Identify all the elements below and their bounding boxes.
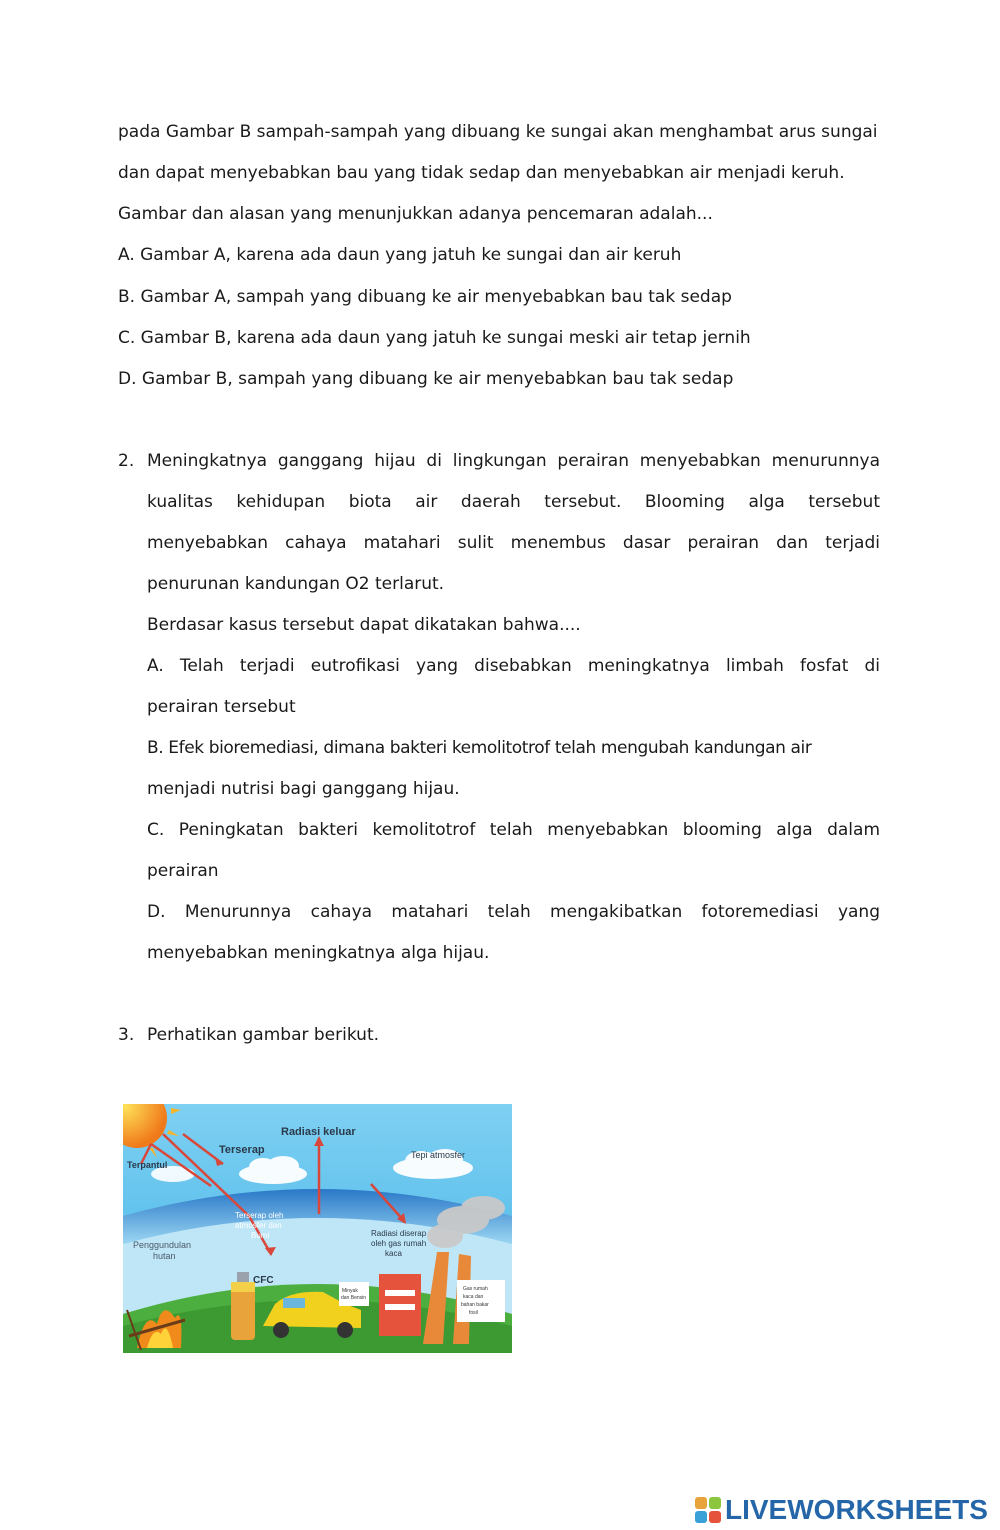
q2-stem-line-4: penurunan kandungan O2 terlarut. — [147, 574, 445, 594]
q2-number: 2. — [118, 451, 135, 471]
q1-option-c: C. Gambar B, karena ada daun yang jatuh ke sungai meski air tetap jernih — [118, 328, 751, 348]
q2-option-b-line-2: menjadi nutrisi bagi ganggang hijau. — [147, 779, 460, 799]
greenhouse-effect-figure — [123, 1104, 512, 1353]
q2-stem-line-3: menyebabkan cahaya matahari sulit menembus dasar perairan dan terjadi — [147, 533, 880, 553]
label-terserap: Terserap — [219, 1144, 265, 1156]
q1-stem-line-2: dan dapat menyebabkan bau yang tidak sedap dan menyebabkan air menjadi keruh. — [118, 163, 845, 183]
label-terserap-oleh-2: atmosfer dan — [235, 1221, 282, 1230]
liveworksheets-logo — [695, 1494, 988, 1526]
label-minyak-2: dan Bensin — [341, 1295, 367, 1301]
label-terpantul: Terpantul — [127, 1160, 168, 1170]
label-penggundulan-1: Penggundulan — [133, 1240, 192, 1250]
q3-prompt: Perhatikan gambar berikut. — [147, 1025, 380, 1045]
label-gas-1: Gas rumah — [463, 1286, 488, 1292]
q1-stem-line-3: Gambar dan alasan yang menunjukkan adanya pencemaran adalah... — [118, 204, 713, 224]
label-radiasi-diserap-2: oleh gas rumah — [371, 1239, 427, 1248]
q2-option-a-line-2: perairan tersebut — [147, 697, 296, 717]
label-minyak-1: Minyak — [342, 1288, 358, 1294]
label-terserap-oleh-1: Terserap oleh — [235, 1211, 284, 1220]
q2-option-a-line-1: A. Telah terjadi eutrofikasi yang disebabkan meningkatnya limbah fosfat di — [147, 656, 880, 676]
q1-stem-line-1: pada Gambar B sampah-sampah yang dibuang ke sungai akan menghambat arus sungai — [118, 122, 878, 142]
label-tepi-atmosfer: Tepi atmosfer — [411, 1150, 466, 1160]
q2-option-c-line-1: C. Peningkatan bakteri kemolitotrof telah menyebabkan blooming alga dalam — [147, 820, 880, 840]
q2-stem-line-1: Meningkatnya ganggang hijau di lingkungan perairan menyebabkan menurunnya — [147, 451, 880, 471]
liveworksheets-wordmark: LIVEWORKSHEETS — [725, 1494, 988, 1525]
q2-option-d-line-2: menyebabkan meningkatnya alga hijau. — [147, 943, 490, 963]
label-penggundulan-2: hutan — [153, 1251, 176, 1261]
liveworksheets-logo-icon — [695, 1497, 721, 1523]
fuel-label-box — [339, 1282, 369, 1306]
label-gas-3: bahan bakar — [461, 1302, 489, 1308]
spray-can-icon — [231, 1272, 255, 1340]
label-terserap-oleh-3: Bumi — [251, 1231, 270, 1240]
label-gas-2: kaca dan — [463, 1294, 484, 1300]
q1-option-a: A. Gambar A, karena ada daun yang jatuh ke sungai dan air keruh — [118, 245, 682, 265]
label-radiasi-keluar: Radiasi keluar — [281, 1126, 356, 1138]
label-cfc: CFC — [253, 1275, 274, 1286]
q2-option-b-line-1: B. Efek bioremediasi, dimana bakteri kemolitotrof telah mengubah kandungan air — [147, 738, 812, 758]
q2-option-d-line-1: D. Menurunnya cahaya matahari telah mengakibatkan fotoremediasi yang — [147, 902, 880, 922]
label-radiasi-diserap-1: Radiasi diserap — [371, 1229, 427, 1238]
label-radiasi-diserap-3: kaca — [385, 1249, 402, 1258]
q3-number: 3. — [118, 1025, 135, 1045]
label-gas-4: fosil — [469, 1310, 478, 1316]
q2-stem-line-2: kualitas kehidupan biota air daerah tersebut. Blooming alga tersebut — [147, 492, 880, 512]
q1-option-d: D. Gambar B, sampah yang dibuang ke air menyebabkan bau tak sedap — [118, 369, 734, 389]
q2-prompt: Berdasar kasus tersebut dapat dikatakan bahwa.... — [147, 615, 581, 635]
q1-option-b: B. Gambar A, sampah yang dibuang ke air menyebabkan bau tak sedap — [118, 287, 732, 307]
q2-option-c-line-2: perairan — [147, 861, 219, 881]
